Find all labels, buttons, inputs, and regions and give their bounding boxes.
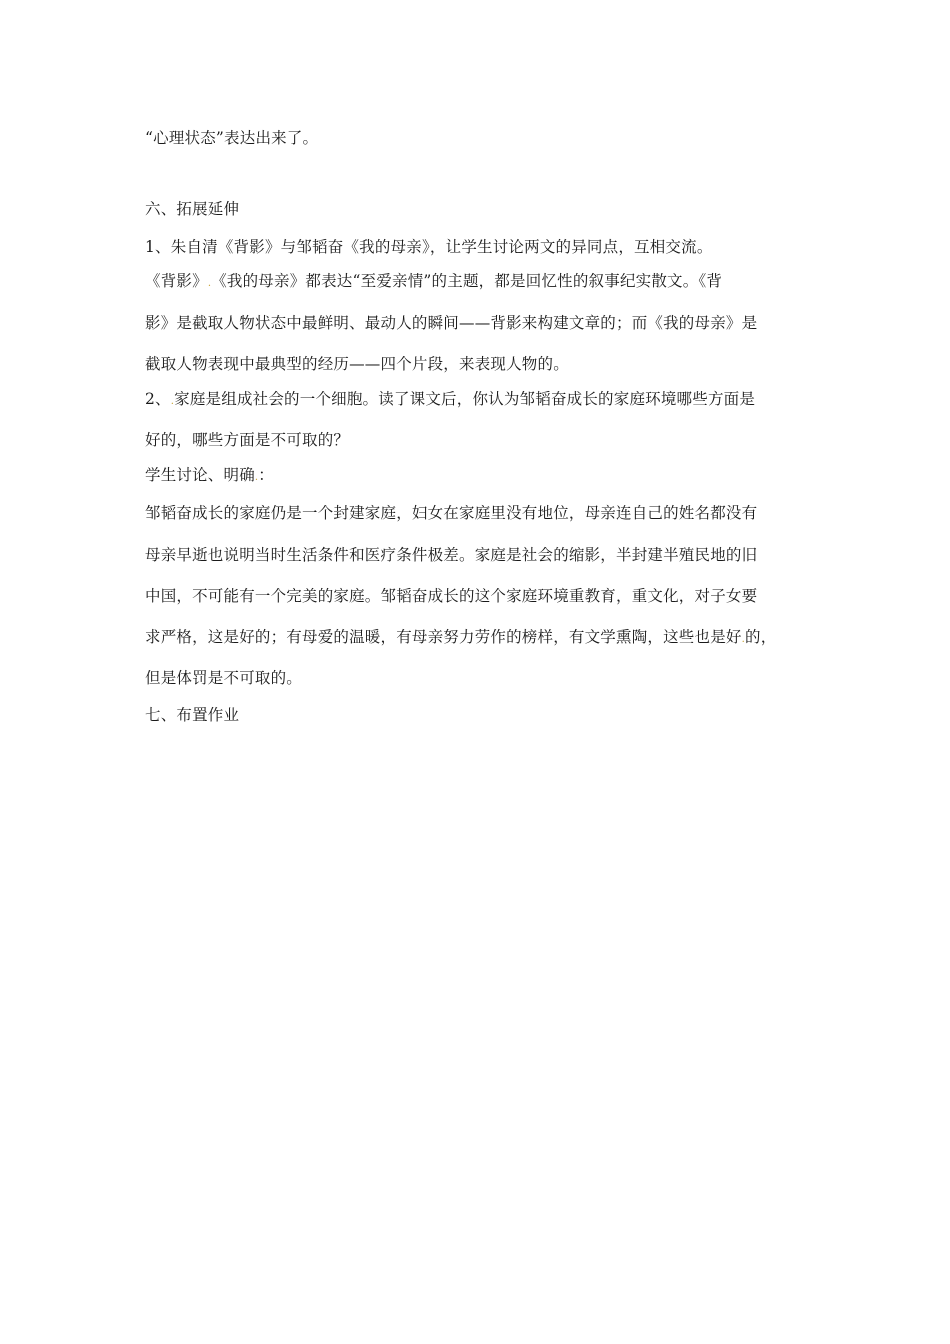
heading-text: 六、拓展延伸 xyxy=(145,200,240,218)
line-text: 家庭是组成社会的一个细胞。读了课文后，你认为邹韬奋成长的家庭环境哪些方面是 xyxy=(174,390,756,408)
line-text: 1、朱自清《背影》与邹韬奋《我的母亲》，让学生讨论两文的异同点，互相交流。 xyxy=(145,238,713,256)
line-text: 的， xyxy=(745,628,777,646)
line-text: 但是体罚是不可取的。 xyxy=(145,669,303,687)
discussion-label xyxy=(145,465,825,488)
highlight-marker: . xyxy=(207,278,212,289)
highlight-marker: . xyxy=(170,396,175,407)
line-text: 邹韬奋成长的家庭仍是一个封建家庭，妇女在家庭里没有地位，母亲连自己的姓名都没有 xyxy=(145,504,758,522)
answer-1-line-2 xyxy=(145,313,825,333)
question-1 xyxy=(145,237,825,257)
answer-1-line-3 xyxy=(145,354,825,374)
highlight-marker: . xyxy=(254,472,259,483)
line-text: 《背影》 xyxy=(145,272,208,290)
heading-text: 七、布置作业 xyxy=(145,706,240,724)
question-2-line-2 xyxy=(145,430,825,450)
answer-2-line-4 xyxy=(145,627,825,650)
answer-1-line-1 xyxy=(145,271,825,294)
highlight-marker: . xyxy=(741,634,745,645)
line-text: 中国，不可能有一个完美的家庭。邹韬奋成长的这个家庭环境重教育，重文化，对子女要 xyxy=(145,587,758,605)
answer-2-line-5 xyxy=(145,668,825,688)
answer-2-line-1 xyxy=(145,503,825,523)
line-text: “心理状态”表达出来了。 xyxy=(145,129,319,147)
text-line-1 xyxy=(145,128,825,148)
line-text: 好的，哪些方面是不可取的？ xyxy=(145,431,350,449)
answer-2-line-3 xyxy=(145,586,825,606)
line-text: 影》是截取人物状态中最鲜明、最动人的瞬间——背影来构建文章的；而《我的母亲》是 xyxy=(145,314,758,332)
question-2-line-1 xyxy=(145,389,825,412)
line-text: 母亲早逝也说明当时生活条件和医疗条件极差。家庭是社会的缩影，半封建半殖民地的旧 xyxy=(145,546,758,564)
answer-2-line-2 xyxy=(145,545,825,565)
section-heading-homework xyxy=(145,705,825,725)
line-text: 学生讨论、明确 xyxy=(145,466,255,484)
line-text: 《我的母亲》都表达“至爱亲情”的主题，都是回忆性的叙事纪实散文。《背 xyxy=(211,272,723,290)
line-text: ： xyxy=(258,466,274,484)
line-text: 截取人物表现中最典型的经历——四个片段，来表现人物的。 xyxy=(145,355,569,373)
line-text: 2、 xyxy=(145,390,171,408)
line-text: 求严格，这是好的；有母爱的温暖，有母亲努力劳作的榜样，有文学熏陶，这些也是好 xyxy=(145,628,742,646)
section-heading-extension xyxy=(145,199,825,219)
